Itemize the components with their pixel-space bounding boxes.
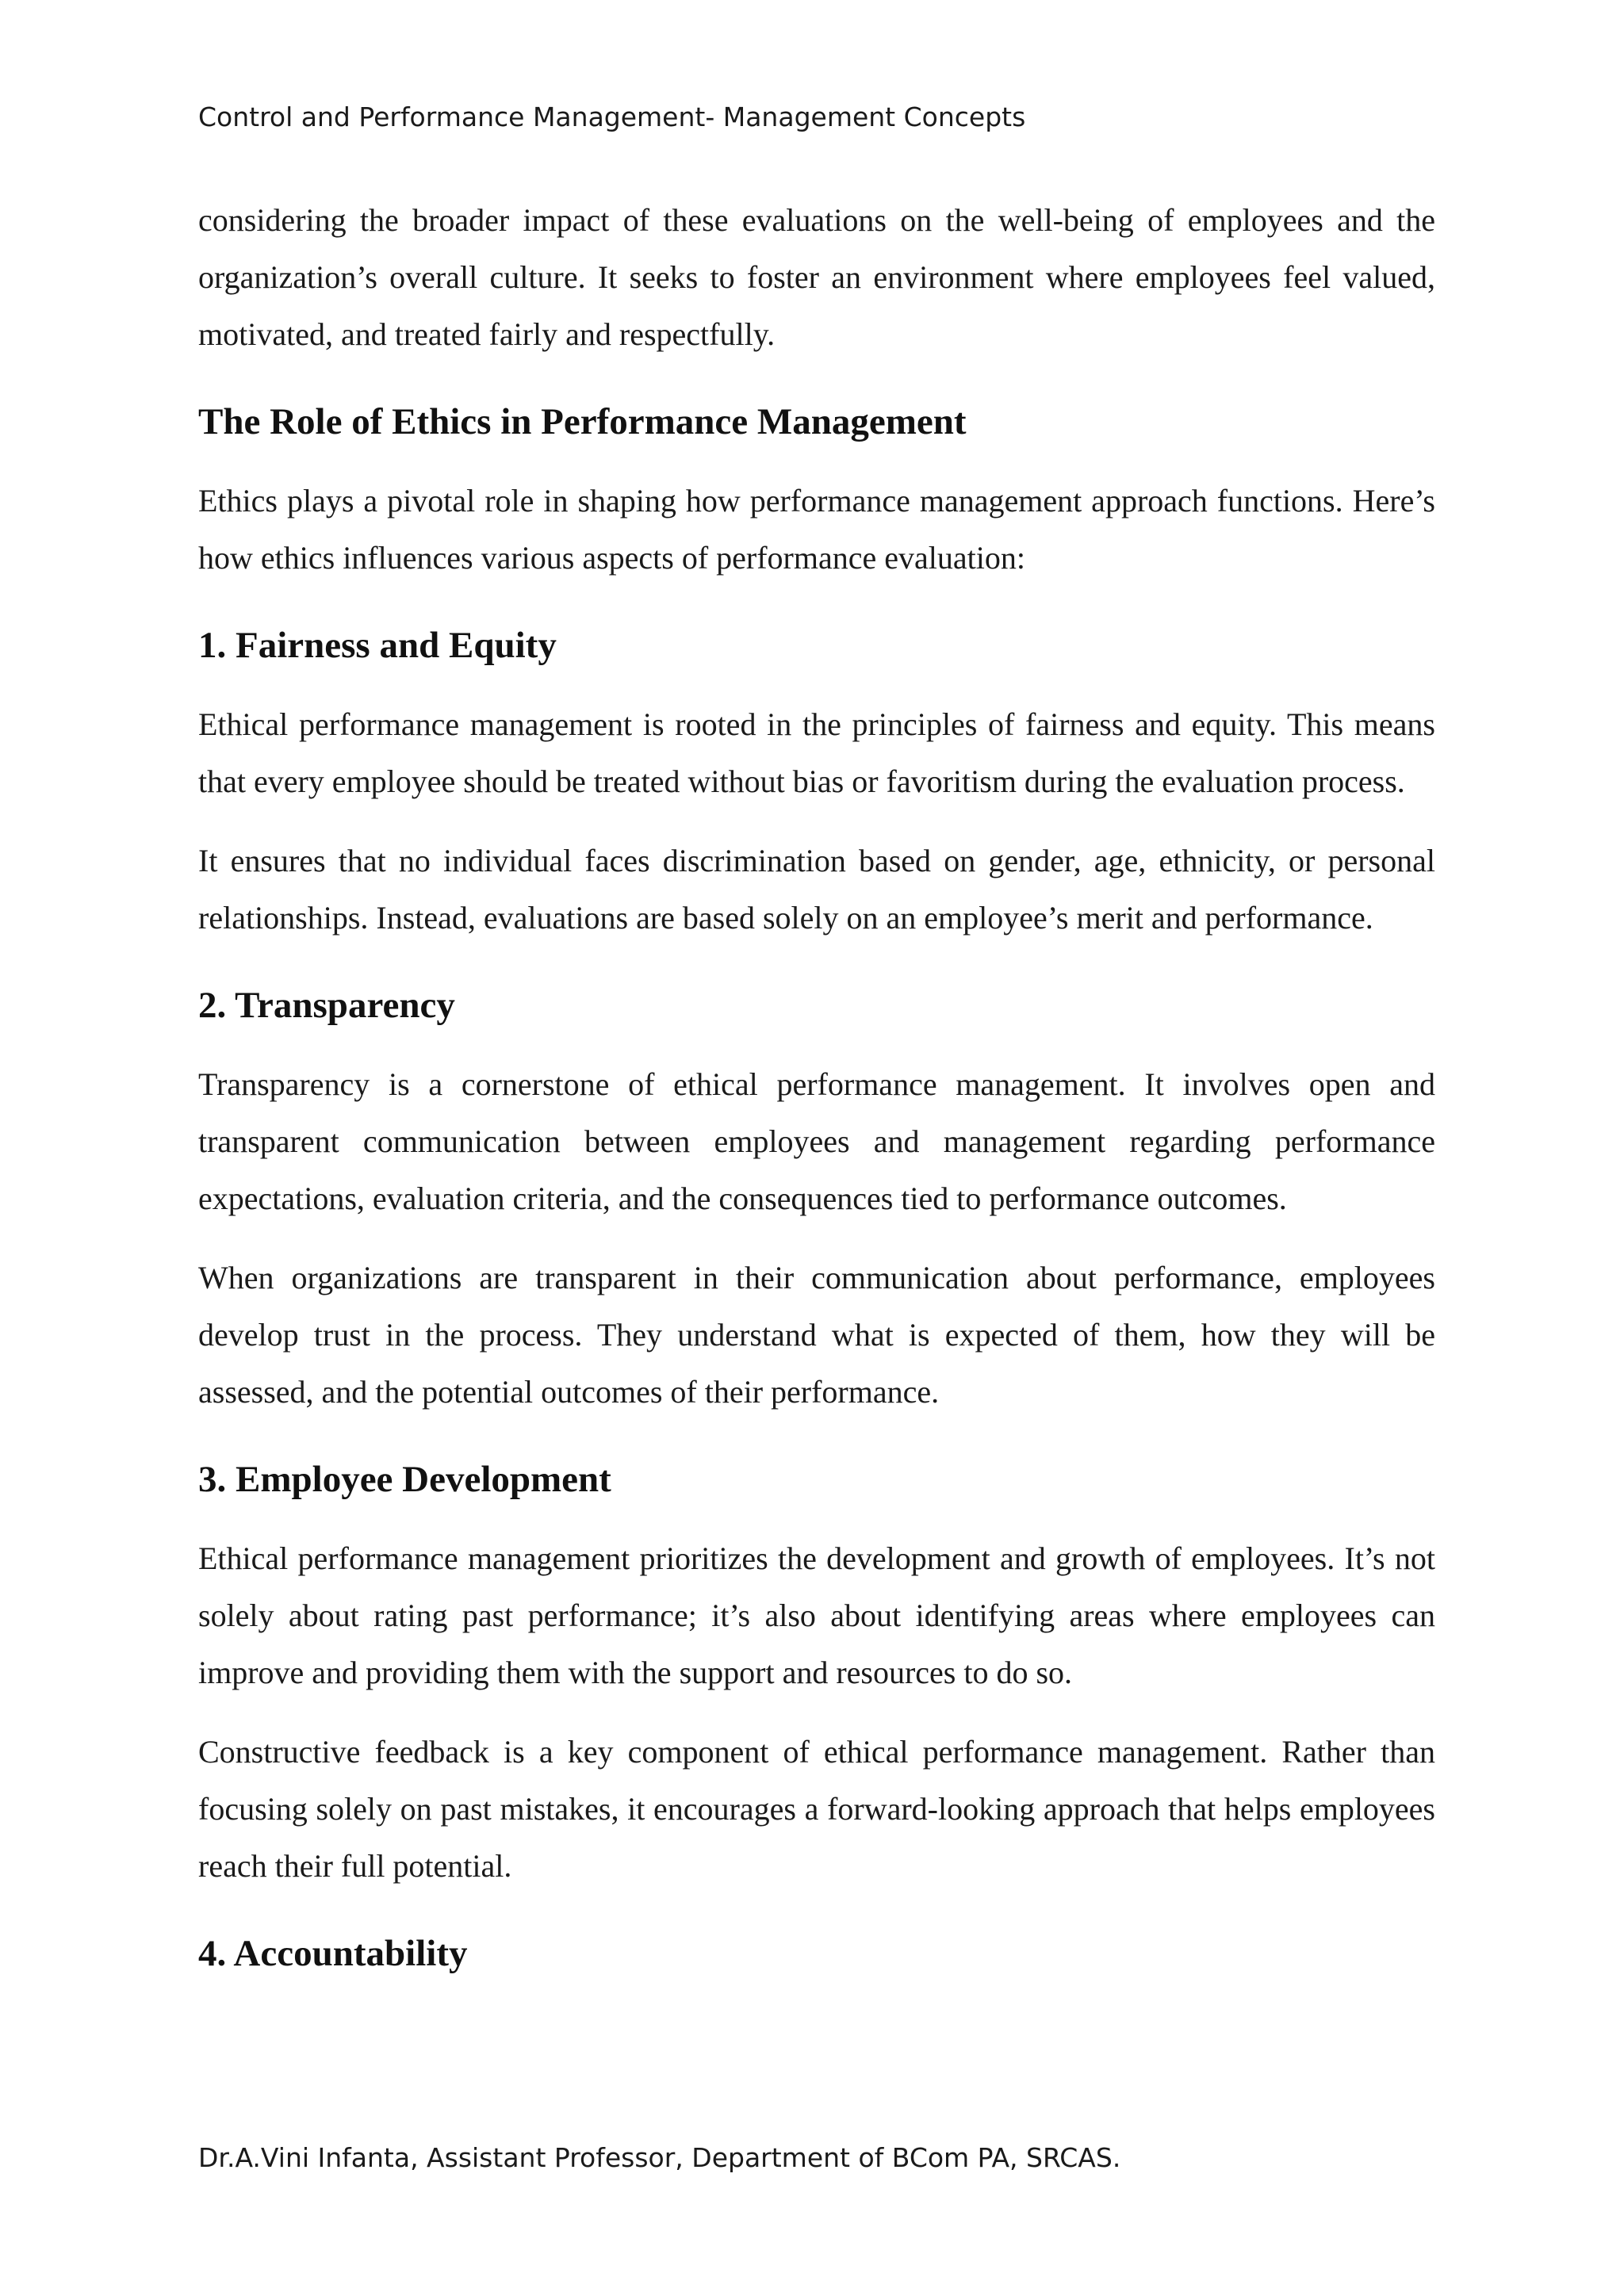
subsection-heading-transparency: 2. Transparency [198,985,455,1026]
development-paragraph-2: Constructive feedback is a key component of ethical performance management. Rather than focusing solely on past mistakes, it encourages a forward-looking approach that helps employees reach their full potential. [198,1734,1435,1884]
fairness-paragraph-1: Ethical performance management is rooted in the principles of fairness and equity. This means that every employee should be treated without bias or favoritism during the evaluation process. [198,706,1435,799]
intro-paragraph: considering the broader impact of these evaluations on the well-being of employees and the organization’s overall culture. It seeks to foster an environment where employees feel valued, motivated, and treated fairly and respectfully. [198,202,1435,352]
subsection-heading-accountability: 4. Accountability [198,1933,468,1974]
subsection-heading-fairness: 1. Fairness and Equity [198,625,557,666]
transparency-paragraph-2: When organizations are transparent in their communication about performance, employees develop trust in the process. They understand what is expected of them, how they will be assessed, and the potential outcomes of their performance. [198,1260,1435,1410]
development-paragraph-1: Ethical performance management prioritizes the development and growth of employees. It’s not solely about rating past performance; it’s also about identifying areas where employees can improve and providing them with the support and resources to do so. [198,1540,1435,1690]
document-body [198,192,1435,2004]
transparency-paragraph-1: Transparency is a cornerstone of ethical performance management. It involves open and transparent communication between employees and management regarding performance expectations, evaluation criteria, and the consequences tied to performance outcomes. [198,1066,1435,1216]
running-footer: Dr.A.Vini Infanta, Assistant Professor, Department of BCom PA, SRCAS. [198,2142,1121,2173]
fairness-paragraph-2: It ensures that no individual faces discrimination based on gender, age, ethnicity, or personal relationships. Instead, evaluations are based solely on an employee’s merit and performance. [198,843,1435,936]
running-header: Control and Performance Management- Management Concepts [198,101,1026,132]
subsection-heading-development: 3. Employee Development [198,1459,611,1500]
section-heading: The Role of Ethics in Performance Management [198,401,967,442]
section-paragraph: Ethics plays a pivotal role in shaping how performance management approach functions. Here’s how ethics influences various aspects of performance evaluation: [198,483,1435,576]
